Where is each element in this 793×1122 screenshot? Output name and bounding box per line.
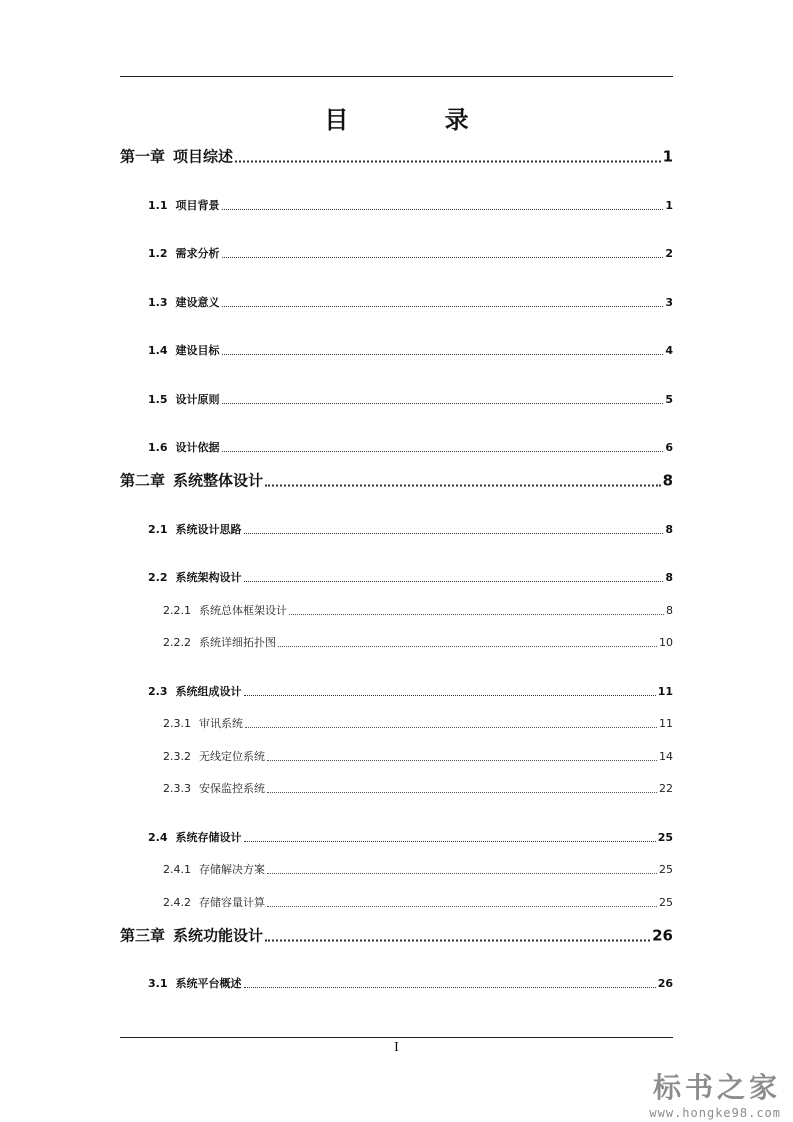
toc-entry-label <box>120 146 233 167</box>
toc-entry-page: 8 <box>662 471 673 490</box>
toc-entry-page: 2 <box>665 247 673 260</box>
toc-entry[interactable] <box>148 829 673 845</box>
toc-entry-page: 5 <box>665 393 673 406</box>
toc-entry-label <box>163 715 243 731</box>
toc-entry-page: 10 <box>659 636 673 649</box>
toc-entry-label <box>148 391 220 407</box>
watermark <box>649 1066 781 1120</box>
toc-leader-dots <box>244 533 664 534</box>
toc-leader-dots <box>267 873 657 874</box>
toc-leader-dots <box>267 792 657 793</box>
toc-entry-number: 第三章 <box>120 926 166 945</box>
toc-entry-number: 1.5 <box>148 393 168 406</box>
toc-entry-number: 2.3.1 <box>163 717 191 730</box>
toc-entry-label <box>163 748 265 764</box>
toc-entry-number: 2.3.3 <box>163 782 191 795</box>
watermark-title: 标书之家 <box>652 1071 781 1104</box>
toc-leader-dots <box>244 987 656 988</box>
toc-entry-page: 1 <box>665 199 673 212</box>
toc-entry[interactable] <box>163 748 673 764</box>
toc-entry-label <box>120 925 263 946</box>
toc-entry[interactable] <box>148 245 673 261</box>
toc-entry-page: 1 <box>662 147 673 166</box>
toc-entry-number: 2.2 <box>148 571 168 584</box>
toc-entry-label <box>163 861 265 877</box>
toc-entry-text: 系统功能设计 <box>173 926 264 945</box>
toc-entry-text: 系统存储设计 <box>175 831 242 844</box>
toc-entry[interactable] <box>148 439 673 455</box>
toc-entry-page: 11 <box>659 717 673 730</box>
toc-entry[interactable] <box>148 569 673 585</box>
toc-entry-page: 8 <box>665 523 673 536</box>
toc-entry-page: 26 <box>657 977 673 990</box>
toc-entry[interactable] <box>148 521 673 537</box>
toc-entry[interactable] <box>148 197 673 213</box>
toc-entry-page: 25 <box>657 831 673 844</box>
toc-entry-page: 3 <box>665 296 673 309</box>
toc-entry-text: 系统详细拓扑图 <box>199 636 276 649</box>
footer-rule <box>120 1037 673 1038</box>
toc-entry-page: 14 <box>659 750 673 763</box>
toc-entry-label <box>148 439 220 455</box>
toc-entry-number: 2.3.2 <box>163 750 191 763</box>
page-number: I <box>394 1040 399 1055</box>
toc-entry[interactable] <box>163 861 673 877</box>
toc-entry-number: 2.4.2 <box>163 896 191 909</box>
toc-entry-number: 第一章 <box>120 147 166 166</box>
page-title: 目 录 <box>324 106 513 134</box>
toc-leader-dots <box>222 403 664 404</box>
toc-leader-dots <box>289 614 664 615</box>
toc-entry-label <box>163 894 265 910</box>
toc-entry-text: 安保监控系统 <box>199 782 265 795</box>
toc-entry-label <box>148 569 242 585</box>
toc-entry[interactable] <box>148 683 673 699</box>
toc-leader-dots <box>245 727 657 728</box>
toc-entry-text: 存储容量计算 <box>199 896 265 909</box>
toc-entry-page: 22 <box>659 782 673 795</box>
toc-entry-label <box>148 245 220 261</box>
toc-entry-text: 建设目标 <box>175 344 220 357</box>
toc-entry-number: 1.2 <box>148 247 168 260</box>
toc-entry-label <box>163 602 287 618</box>
toc-leader-dots <box>222 306 664 307</box>
toc-entry-number: 3.1 <box>148 977 168 990</box>
toc-entry[interactable] <box>148 391 673 407</box>
toc-entry-number: 2.1 <box>148 523 168 536</box>
toc-leader-dots <box>222 257 664 258</box>
watermark-url: www.hongke98.com <box>649 1106 781 1120</box>
toc-entry-text: 系统总体框架设计 <box>199 604 287 617</box>
toc-leader-dots <box>222 209 664 210</box>
toc-entry-text: 系统平台概述 <box>175 977 242 990</box>
toc-entry-label <box>148 975 242 991</box>
toc-entry-text: 设计依据 <box>175 441 220 454</box>
toc-entry-number: 1.3 <box>148 296 168 309</box>
toc-entry-number: 1.4 <box>148 344 168 357</box>
toc-entry-page: 8 <box>666 604 673 617</box>
header-rule <box>120 76 673 77</box>
toc-entry-page: 25 <box>659 896 673 909</box>
toc-entry[interactable] <box>148 342 673 358</box>
toc-entry-label <box>120 470 263 491</box>
toc-entry-text: 需求分析 <box>175 247 220 260</box>
toc-entry-label <box>148 294 220 310</box>
toc-leader-dots <box>265 940 650 942</box>
toc-entry-label <box>163 634 276 650</box>
toc-entry-label <box>148 829 242 845</box>
toc-entry[interactable] <box>120 470 673 491</box>
toc-entry-number: 第二章 <box>120 471 166 490</box>
toc-entry-number: 1.6 <box>148 441 168 454</box>
toc-entry-number: 2.4 <box>148 831 168 844</box>
toc-entry-label <box>148 521 242 537</box>
toc-entry-number: 2.3 <box>148 685 168 698</box>
toc-entry-page: 26 <box>652 926 673 945</box>
toc-entry-text: 无线定位系统 <box>199 750 265 763</box>
toc-entry-label <box>148 197 220 213</box>
toc-entry-page: 25 <box>659 863 673 876</box>
toc-entry-label <box>148 683 242 699</box>
toc-entry-label <box>163 780 265 796</box>
toc-leader-dots <box>267 760 657 761</box>
toc-entry[interactable] <box>120 925 673 946</box>
toc-entry-number: 2.2.1 <box>163 604 191 617</box>
toc-entry-text: 系统架构设计 <box>175 571 242 584</box>
toc-entry-text: 系统组成设计 <box>175 685 242 698</box>
toc-entry-page: 11 <box>657 685 673 698</box>
toc-leader-dots <box>267 906 657 907</box>
toc-entry[interactable] <box>163 634 673 650</box>
toc-leader-dots <box>235 161 661 163</box>
toc-leader-dots <box>244 695 656 696</box>
toc-leader-dots <box>244 581 664 582</box>
toc-entry-text: 建设意义 <box>175 296 220 309</box>
toc-entry-text: 存储解决方案 <box>199 863 265 876</box>
toc-entry[interactable] <box>163 894 673 910</box>
toc-entry-page: 6 <box>665 441 673 454</box>
toc-entry-text: 设计原则 <box>175 393 220 406</box>
toc-entry-text: 项目综述 <box>173 147 234 166</box>
toc-entry-label <box>148 342 220 358</box>
toc-entry-page: 8 <box>665 571 673 584</box>
toc-entry-text: 项目背景 <box>175 199 220 212</box>
toc-entry-text: 审讯系统 <box>199 717 243 730</box>
toc-entry[interactable] <box>148 975 673 991</box>
toc-entry-page: 4 <box>665 344 673 357</box>
toc-leader-dots <box>278 646 657 647</box>
toc-leader-dots <box>222 451 664 452</box>
toc-leader-dots <box>244 841 656 842</box>
toc-entry[interactable] <box>163 715 673 731</box>
toc-entry-text: 系统设计思路 <box>175 523 242 536</box>
toc-entry[interactable] <box>163 780 673 796</box>
toc-entry[interactable] <box>148 294 673 310</box>
toc-leader-dots <box>222 354 664 355</box>
toc-entry-text: 系统整体设计 <box>173 471 264 490</box>
toc-entry[interactable] <box>120 146 673 167</box>
toc-entry-number: 1.1 <box>148 199 168 212</box>
toc-entry[interactable] <box>163 602 673 618</box>
toc-leader-dots <box>265 485 661 487</box>
toc-entry-number: 2.2.2 <box>163 636 191 649</box>
toc-entry-number: 2.4.1 <box>163 863 191 876</box>
